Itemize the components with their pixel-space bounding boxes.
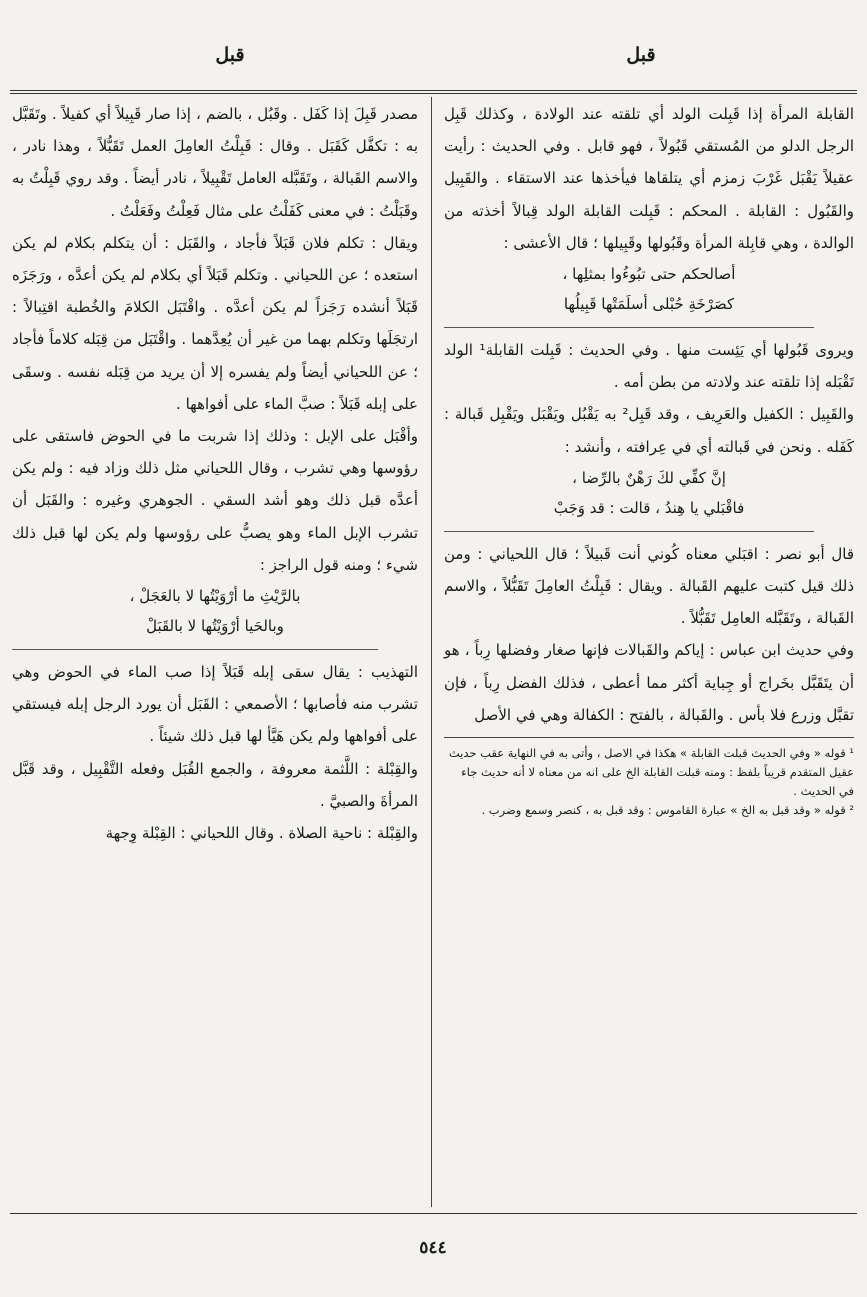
footnote: ² قوله « وقد قبل به الخ » عبارة القاموس : وقد قبل به ، كنصر وسمع وضرب . bbox=[481, 803, 854, 818]
section-separator bbox=[444, 327, 814, 328]
entry-paragraph: والقِبْلة : اللَّثمة معروفة ، والجمع القُبَل وفعله التَّقْبِيل ، وقد قَبَّل المرأةَ والصبيَّ . bbox=[12, 759, 418, 810]
section-separator bbox=[12, 649, 378, 650]
verse-line: وبالحَيا أرْوَيْتُها لا بالقَبَلْ bbox=[146, 617, 284, 636]
entry-paragraph: والقِبْلة : ناحية الصلاة . وقال اللحياني : القِبْلة وِجهة bbox=[105, 824, 418, 843]
column-divider bbox=[431, 97, 432, 1207]
verse-line: أصالحكم حتى تبُوءُوا بمثلِها ، bbox=[562, 265, 736, 284]
right-column bbox=[444, 98, 854, 820]
entry-paragraph: وأقْبَل على الإبل : وذلك إذا شربت ما في الحوض فاستقى على رؤوسها وهي تشرب ، وقال اللحياني مثل ذلك وزاد فيه : ولم يكن أعدَّه قبل ذلك وهو أشد السقي . الجوهري وغيره : والقَبَل أن تشرب الإبل الماء وهو يصبُّ على رؤوسها ولم يكن لها قبل ذلك شيء ؛ ومنه قول الراجز : bbox=[12, 427, 418, 574]
header-rule-double bbox=[10, 93, 857, 94]
verse-line: كصَرْخَةِ حُبْلى أسلَمَتْها قَبِيلُها bbox=[563, 295, 735, 314]
running-header-left: قبل bbox=[215, 44, 245, 66]
verse-line: إنَّ كفِّي لكَ رَهْنٌ بالرِّضا ، bbox=[572, 468, 726, 487]
entry-paragraph: ويقال : تكلم فلان قَبَلاً فأجاد ، والقَبَل : أن يتكلم بكلام لم يكن استعده ؛ عن اللحياني . وتكلم قَبَلاً أي بكلام لم يكن أعدَّه ، ورَجَزَه قَبَلاً أنشده رَجَزاً لم يكن أعدَّه . واقْتَبَل الكلامَ والخُطبة اقتِبالاً : ارتجَلَها وتكلم بهما من غير أن يُعِدَّهما . واقْتَبَل من قِبَله كلاماً فأجاد ؛ عن اللحياني أيضاً ولم يفسره إلا أن يريد من قِبَله نفسه . وسقَى على إبله قَبَلاً : صبَّ الماء على أفواهها . bbox=[12, 233, 418, 413]
verse-line: فاقْبَلي يا هِندُ ، قالت : قد وَجَبْ bbox=[553, 498, 745, 517]
verse-line: بالرَّيْثِ ما أرْوَيْتُها لا بالعَجَلْ ، bbox=[129, 587, 301, 606]
running-header-right: قبل bbox=[626, 44, 656, 66]
entry-paragraph: التهذيب : يقال سقى إبله قَبَلاً إذا صب الماء في الحوض وهي تشرب منه فأصابها ؛ الأصمعي : القَبَل أن يورد الرجل إبله فيستقي على أفواهها ولم يكن هَيَّأ لها قبل ذلك شيئاً . bbox=[12, 663, 418, 746]
entry-paragraph: القابلة المرأة إذا قَبِلت الولد أي تلقته عند الولادة ، وكذلك قَبِل الرجل الدلو من المُستقي قَبُولاً ، فهو قابل . وفي الحديث : رأيت عقيلاً يَقْبَل غَرْبَ زمزم أي يتلقاها فيأخذها عند الاستقاء . والقَبِيل والقَبُول : القابلة . المحكم : قَبِلت القابلة الولد قِبالاً أخذته من الوالدة ، وهي قابِلة المرأة وقَبُولها وقَبِيلها ؛ قال الأعشى : bbox=[444, 105, 854, 252]
page-number: ٥٤٤ bbox=[419, 1238, 447, 1258]
header-rule bbox=[10, 90, 857, 91]
footnote-rule bbox=[444, 737, 854, 738]
entry-paragraph: وفي حديث ابن عباس : إياكم والقَبالات فإنها صغار وفضلها رِباً ، هو أن يتَقَبَّل بخَراج أو جِباية أكثر مما أعطى ، فذلك الفضل رِباً ، فإن تقبَّل وزرع فلا بأس . والقَبالة ، بالفتح : الكفالة وهي في الأصل bbox=[444, 641, 854, 724]
left-column bbox=[12, 98, 418, 849]
footnote: ¹ قوله « وفي الحديث قبلت القابلة » هكذا في الاصل ، وأتى به في النهاية عقب حديث عقيل المتقدم قريباً بلفظ : ومنه قبلت القابلة الخ على انه من معناه لا أنه حديث جاء في الحديث . bbox=[448, 746, 854, 799]
entry-paragraph: قال أبو نصر : اقبَلي معناه كُوني أنت قَبيلاً ؛ قال اللحياني : ومن ذلك قيل كتبت عليهم القَبالة . ويقال : قَبِلْتُ العامِلَ تَقَبُّلاً ، والاسم القَبالة ، وتَقَبَّله العامِل تَقَبُّلاً . bbox=[444, 544, 854, 628]
footer-rule bbox=[10, 1213, 857, 1214]
entry-paragraph: ويروى قَبُولها أي يَئِست منها . وفي الحديث : قَبِلت القابلة¹ الولد تَقْبَله إذا تلقته عند ولادته من بطن أمه . bbox=[444, 341, 854, 392]
section-separator bbox=[444, 531, 814, 532]
entry-paragraph: مصدر قَبِلَ إذا كَفَل . وقَبُل ، بالضم ، إذا صار قَبِيلاً أي كفيلاً . وتَقَبَّل به : تكفَّل كَقَبَل . وقال : قَبِلْتُ العامِلَ العمل تَقَبُّلاً ، وهذا نادر ، والاسم القَبالة ، وتَقَبَّله العامل تَقْبِيلاً ، نادر أيضاً . وقد روي قَبِلْتُ به وقَبَلْتُ : في معنى كَفَلْتُ على مثال فَعِلْتُ وفَعَلْتُ . bbox=[12, 105, 418, 220]
entry-paragraph: والقَبِيل : الكفيل والعَرِيف ، وقد قَبِل² به يَقْبُل ويَقْبَل ويَقْبِل قَبالة : كَفَله . ونحن في قَبالته أي في عِرافته ، وأنشد : bbox=[444, 405, 854, 456]
